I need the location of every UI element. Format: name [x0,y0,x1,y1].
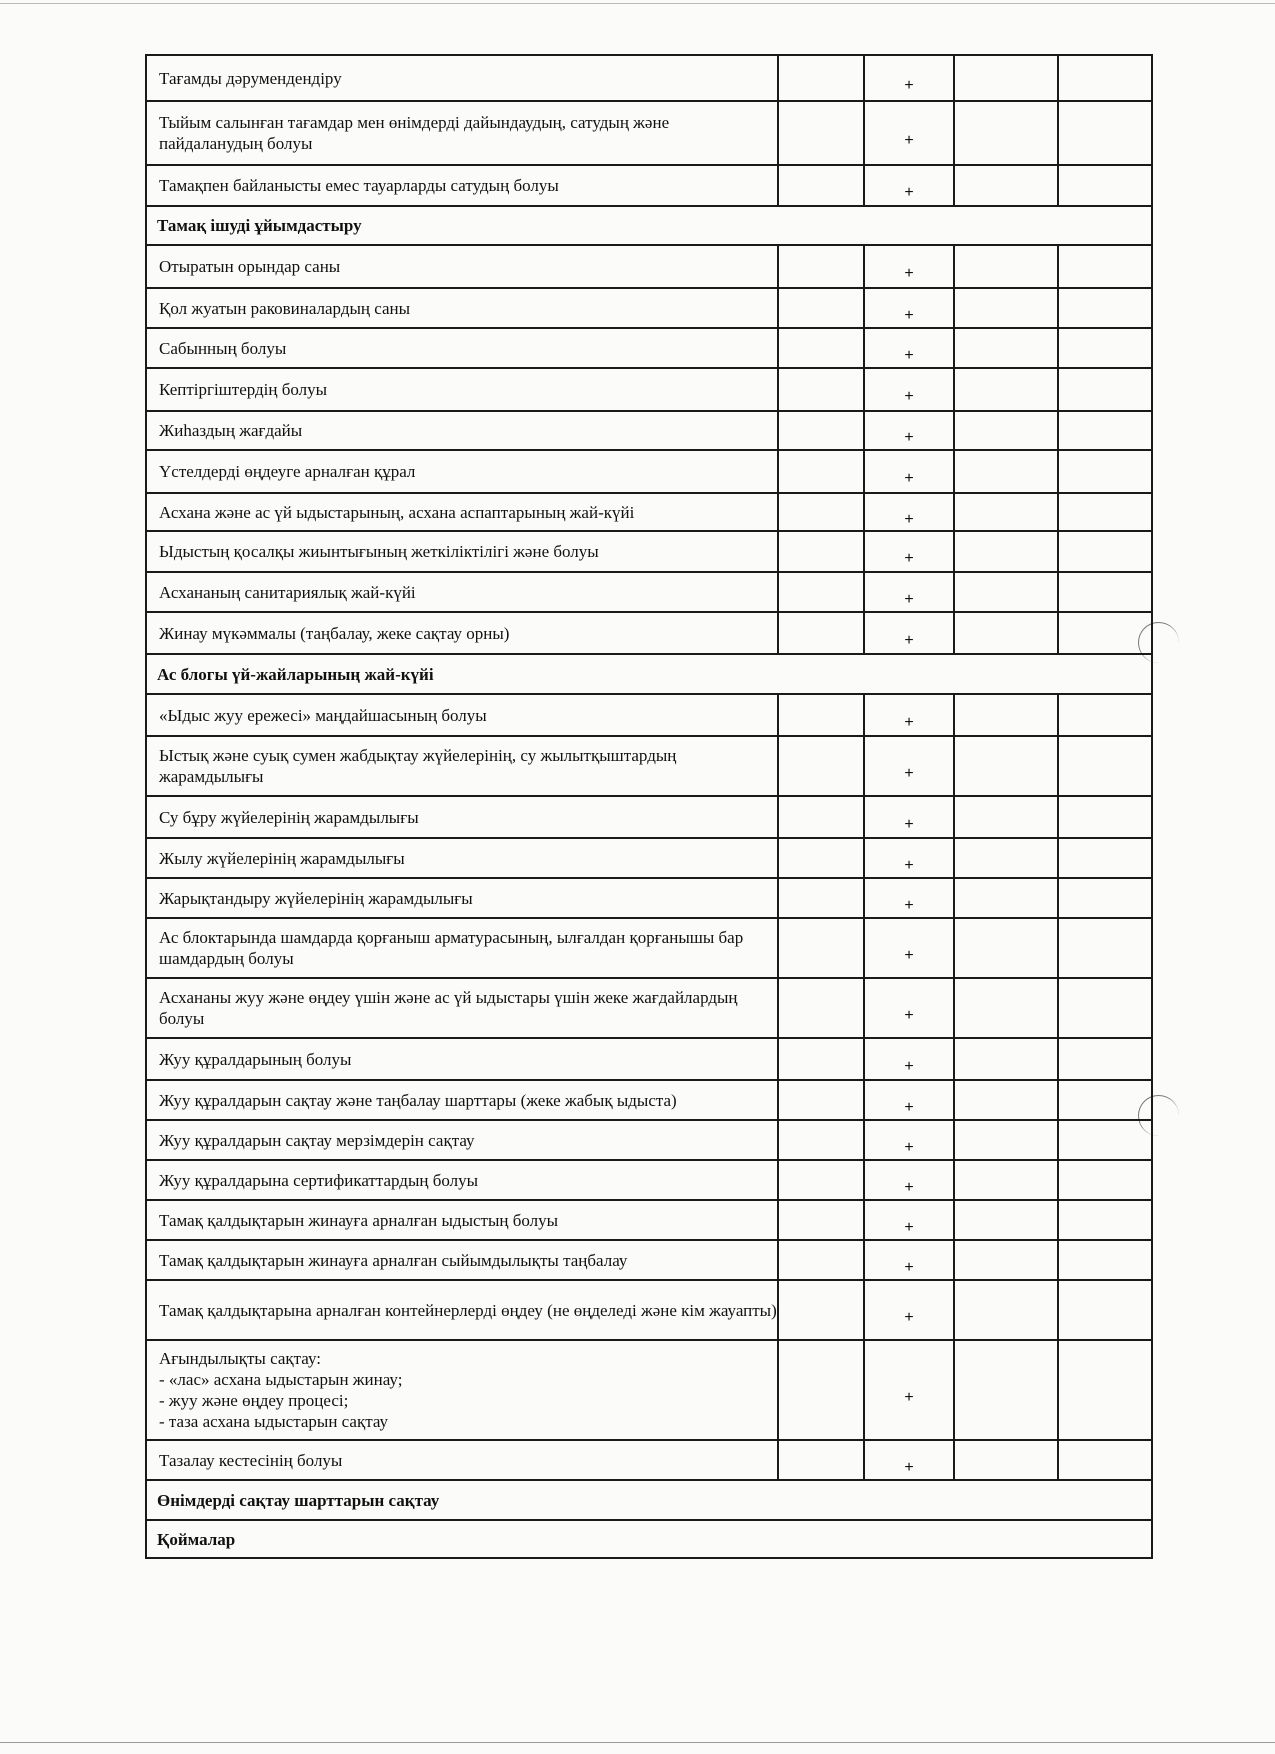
plus-mark: + [904,510,914,528]
column-1-cell [778,288,864,328]
column-4-cell [1058,1440,1152,1480]
column-3-cell [954,1160,1058,1200]
table-row [146,736,1152,796]
column-1-cell [778,450,864,493]
column-4-cell [1058,1160,1152,1200]
compliance-mark-cell [864,878,954,918]
table-row [146,694,1152,736]
requirement-label: Жарықтандыру жүйелерінің жарамдылығы [146,878,778,918]
plus-mark: + [904,1098,914,1116]
column-4-cell [1058,493,1152,531]
column-3-cell [954,1280,1058,1340]
plus-mark: + [904,764,914,782]
column-3-cell [954,838,1058,878]
column-1-cell [778,694,864,736]
inspection-checklist-table [145,54,1153,1559]
checklist-body [146,55,1152,1558]
requirement-label: Су бұру жүйелерінің жарамдылығы [146,796,778,838]
table-row [146,493,1152,531]
table-row [146,1120,1152,1160]
column-3-cell [954,694,1058,736]
column-1-cell [778,878,864,918]
table-row [146,411,1152,450]
column-1-cell [778,1440,864,1480]
requirement-label: Тамақ қалдықтарына арналған контейнерлерді өңдеу (не өңделеді және кім жауапты) [146,1280,778,1340]
compliance-mark-cell [864,531,954,572]
table-row [146,288,1152,328]
compliance-mark-cell [864,493,954,531]
column-4-cell [1058,288,1152,328]
column-3-cell [954,101,1058,165]
plus-mark: + [904,346,914,364]
column-4-cell [1058,165,1152,206]
compliance-mark-cell [864,978,954,1038]
compliance-mark-cell [864,411,954,450]
compliance-mark-cell [864,368,954,411]
column-4-cell [1058,411,1152,450]
table-row [146,918,1152,978]
column-1-cell [778,245,864,288]
column-3-cell [954,1240,1058,1280]
table-row [146,245,1152,288]
column-3-cell [954,1120,1058,1160]
plus-mark: + [904,815,914,833]
column-1-cell [778,55,864,101]
plus-mark: + [904,1388,914,1406]
compliance-mark-cell [864,796,954,838]
plus-mark: + [904,131,914,149]
column-3-cell [954,1340,1058,1440]
column-4-cell [1058,1340,1152,1440]
table-row [146,838,1152,878]
compliance-mark-cell [864,612,954,654]
column-4-cell [1058,1200,1152,1240]
compliance-mark-cell [864,245,954,288]
column-1-cell [778,572,864,612]
table-row [146,55,1152,101]
table-row [146,165,1152,206]
column-4-cell [1058,736,1152,796]
column-4-cell [1058,572,1152,612]
section-header-row [146,1480,1152,1520]
compliance-mark-cell [864,694,954,736]
column-3-cell [954,612,1058,654]
column-1-cell [778,493,864,531]
plus-mark: + [904,713,914,731]
plus-mark: + [904,1006,914,1024]
table-row [146,101,1152,165]
column-1-cell [778,165,864,206]
table-row [146,1160,1152,1200]
column-3-cell [954,450,1058,493]
column-3-cell [954,1440,1058,1480]
plus-mark: + [904,76,914,94]
compliance-mark-cell [864,55,954,101]
requirement-label: Ыдыстың қосалқы жиынтығының жеткіліктілігі және болуы [146,531,778,572]
section-header-row [146,654,1152,694]
plus-mark: + [904,1258,914,1276]
column-3-cell [954,245,1058,288]
requirement-label: Үстелдерді өңдеуге арналған құрал [146,450,778,493]
column-1-cell [778,796,864,838]
column-4-cell [1058,1280,1152,1340]
column-1-cell [778,368,864,411]
column-3-cell [954,918,1058,978]
compliance-mark-cell [864,736,954,796]
compliance-mark-cell [864,165,954,206]
column-3-cell [954,1080,1058,1120]
requirement-label: Ас блоктарында шамдарда қорғаныш арматурасының, ылғалдан қорғанышы бар шамдардың болуы [146,918,778,978]
column-4-cell [1058,55,1152,101]
page-bottom-edge [0,1742,1275,1743]
requirement-label: Асхана және ас үй ыдыстарының, асхана аспаптарының жай-күйі [146,493,778,531]
section-header-row [146,1520,1152,1558]
plus-mark: + [904,856,914,874]
requirement-label: Жинау мүкәммалы (таңбалау, жеке сақтау орны) [146,612,778,654]
table-row [146,878,1152,918]
column-4-cell [1058,612,1152,654]
compliance-mark-cell [864,1200,954,1240]
column-1-cell [778,1280,864,1340]
column-3-cell [954,165,1058,206]
column-3-cell [954,978,1058,1038]
column-1-cell [778,1080,864,1120]
column-3-cell [954,1200,1058,1240]
column-4-cell [1058,245,1152,288]
table-row [146,796,1152,838]
table-row [146,1200,1152,1240]
requirement-label: Сабынның болуы [146,328,778,368]
column-4-cell [1058,1120,1152,1160]
compliance-mark-cell [864,1080,954,1120]
compliance-mark-cell [864,288,954,328]
column-3-cell [954,736,1058,796]
table-row [146,531,1152,572]
plus-mark: + [904,184,914,201]
table-row [146,1280,1152,1340]
column-3-cell [954,368,1058,411]
requirement-label: Жуу құралдарының болуы [146,1038,778,1080]
table-row [146,1038,1152,1080]
section-header-row [146,206,1152,245]
compliance-mark-cell [864,1160,954,1200]
column-1-cell [778,1120,864,1160]
plus-mark: + [904,429,914,446]
column-3-cell [954,1038,1058,1080]
plus-mark: + [904,631,914,649]
page-top-edge [0,3,1275,4]
column-3-cell [954,288,1058,328]
column-3-cell [954,796,1058,838]
section-title: Ас блогы үй-жайларының жай-күйі [146,654,1152,694]
compliance-mark-cell [864,1038,954,1080]
column-3-cell [954,328,1058,368]
column-4-cell [1058,450,1152,493]
plus-mark: + [904,896,914,914]
table-row [146,612,1152,654]
plus-mark: + [904,388,914,405]
column-4-cell [1058,1080,1152,1120]
column-1-cell [778,1160,864,1200]
compliance-mark-cell [864,1340,954,1440]
column-4-cell [1058,328,1152,368]
plus-mark: + [904,1138,914,1156]
requirement-label: Тамақ қалдықтарын жинауға арналған сыйымдылықты таңбалау [146,1240,778,1280]
compliance-mark-cell [864,450,954,493]
requirement-label: Тазалау кестесінің болуы [146,1440,778,1480]
requirement-label: Жиһаздың жағдайы [146,411,778,450]
table-row [146,572,1152,612]
requirement-label: Асхананы жуу және өңдеу үшін және ас үй ыдыстары үшін жеке жағдайлардың болуы [146,978,778,1038]
compliance-mark-cell [864,101,954,165]
plus-mark: + [904,1057,914,1075]
table-row [146,1340,1152,1440]
column-3-cell [954,878,1058,918]
requirement-label: Жуу құралдарын сақтау мерзімдерін сақтау [146,1120,778,1160]
plus-mark: + [904,550,914,567]
section-title: Тамақ ішуді ұйымдастыру [146,206,1152,245]
column-1-cell [778,1038,864,1080]
plus-mark: + [904,1308,914,1326]
column-4-cell [1058,368,1152,411]
requirement-label: Қол жуатын раковиналардың саны [146,288,778,328]
column-3-cell [954,493,1058,531]
column-1-cell [778,1240,864,1280]
plus-mark: + [904,1218,914,1236]
column-1-cell [778,328,864,368]
requirement-label: Отыратын орындар саны [146,245,778,288]
plus-mark: + [904,470,914,487]
column-4-cell [1058,531,1152,572]
column-1-cell [778,1340,864,1440]
table-row [146,328,1152,368]
requirement-label: Тағамды дәрумендендіру [146,55,778,101]
requirement-label: Асхананың санитариялық жай-күйі [146,572,778,612]
table-row [146,1080,1152,1120]
compliance-mark-cell [864,1280,954,1340]
column-1-cell [778,918,864,978]
column-4-cell [1058,918,1152,978]
column-4-cell [1058,1038,1152,1080]
column-4-cell [1058,101,1152,165]
table-row [146,978,1152,1038]
column-1-cell [778,838,864,878]
column-3-cell [954,572,1058,612]
compliance-mark-cell [864,838,954,878]
compliance-mark-cell [864,1240,954,1280]
requirement-label: Ағындылықты сақтау: - «лас» асхана ыдыстарын жинау; - жуу және өңдеу процесі; - таза асхана ыдыстарын сақтау [146,1340,778,1440]
compliance-mark-cell [864,918,954,978]
compliance-mark-cell [864,1440,954,1480]
plus-mark: + [904,946,914,964]
requirement-label: Тамақпен байланысты емес тауарларды сатудың болуы [146,165,778,206]
requirement-label: Жуу құралдарына сертификаттардың болуы [146,1160,778,1200]
column-3-cell [954,411,1058,450]
plus-mark: + [904,590,914,608]
section-title: Қоймалар [146,1520,1152,1558]
table-row [146,450,1152,493]
requirement-label: Жуу құралдарын сақтау және таңбалау шарттары (жеке жабық ыдыста) [146,1080,778,1120]
compliance-mark-cell [864,328,954,368]
requirement-label: Ыстық және суық сумен жабдықтау жүйелерінің, су жылытқыштардың жарамдылығы [146,736,778,796]
plus-mark: + [904,265,914,282]
column-4-cell [1058,1240,1152,1280]
requirement-label: Жылу жүйелерінің жарамдылығы [146,838,778,878]
plus-mark: + [904,306,914,324]
column-3-cell [954,55,1058,101]
column-4-cell [1058,978,1152,1038]
column-1-cell [778,531,864,572]
requirement-label: «Ыдыс жуу ережесі» маңдайшасының болуы [146,694,778,736]
requirement-label: Тыйым салынған тағамдар мен өнімдерді дайындаудың, сатудың және пайдаланудың болуы [146,101,778,165]
compliance-mark-cell [864,572,954,612]
column-1-cell [778,612,864,654]
table-row [146,368,1152,411]
requirement-label: Тамақ қалдықтарын жинауға арналған ыдыстың болуы [146,1200,778,1240]
section-title: Өнімдерді сақтау шарттарын сақтау [146,1480,1152,1520]
column-4-cell [1058,838,1152,878]
column-4-cell [1058,796,1152,838]
column-1-cell [778,736,864,796]
column-1-cell [778,411,864,450]
requirement-label: Кептіргіштердің болуы [146,368,778,411]
compliance-mark-cell [864,1120,954,1160]
table-row [146,1440,1152,1480]
plus-mark: + [904,1458,914,1476]
column-4-cell [1058,878,1152,918]
column-1-cell [778,1200,864,1240]
column-1-cell [778,978,864,1038]
plus-mark: + [904,1178,914,1196]
column-1-cell [778,101,864,165]
column-3-cell [954,531,1058,572]
table-row [146,1240,1152,1280]
column-4-cell [1058,694,1152,736]
